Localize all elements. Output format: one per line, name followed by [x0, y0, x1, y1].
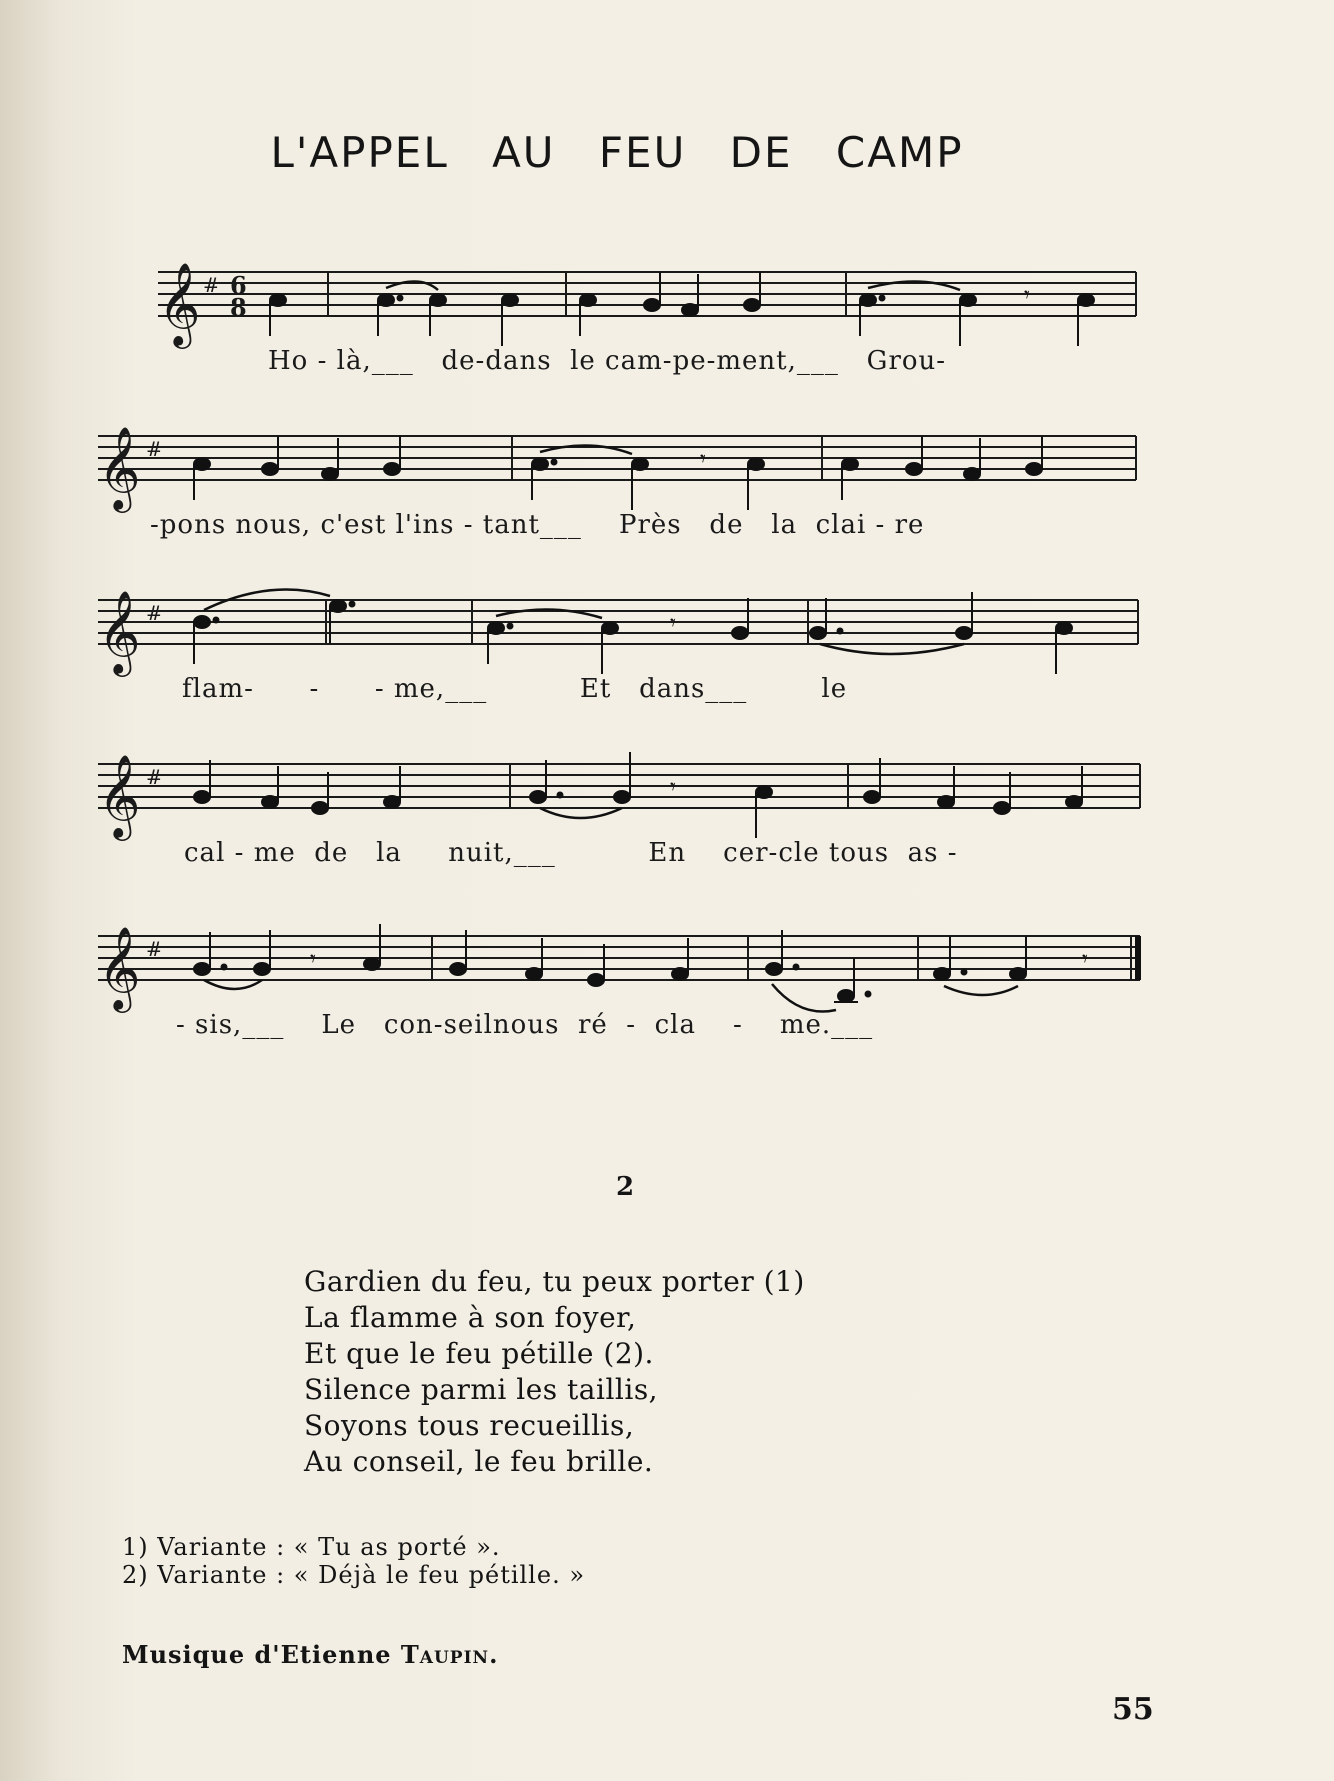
- music-system-1: [0, 250, 1334, 390]
- svg-text:#: #: [146, 937, 163, 961]
- lyric-line-2: -pons nous, c'est l'ins - tant___ Près de la clai - re: [150, 510, 925, 540]
- verse-line: La flamme à son foyer,: [304, 1301, 637, 1334]
- page-number: 55: [1112, 1692, 1154, 1727]
- svg-text:𝄾: 𝄾: [670, 611, 676, 636]
- svg-text:𝄾: 𝄾: [1082, 947, 1088, 972]
- music-credit: [122, 1640, 498, 1669]
- verse-line: Au conseil, le feu brille.: [304, 1445, 654, 1478]
- svg-text:𝄾: 𝄾: [670, 775, 676, 800]
- svg-text:#: #: [146, 765, 163, 789]
- song-title: L'APPEL AU FEU DE CAMP: [270, 128, 964, 177]
- svg-text:𝄾: 𝄾: [1024, 283, 1030, 308]
- music-system-5: [0, 914, 1334, 1054]
- svg-text:#: #: [146, 437, 163, 461]
- lyric-line-1: Ho - là,___ de-dans le cam-pe-ment,___ Grou-: [268, 346, 947, 376]
- svg-text:8: 8: [230, 293, 247, 322]
- svg-text:𝄞: 𝄞: [98, 925, 141, 1009]
- verse-line: Soyons tous recueillis,: [304, 1409, 635, 1442]
- svg-text:#: #: [203, 273, 220, 297]
- footnotes: [122, 1533, 585, 1589]
- music-system-4: [0, 742, 1334, 882]
- composer-name: Taupin.: [400, 1640, 499, 1669]
- svg-text:6: 6: [230, 271, 247, 300]
- lyric-line-5: - sis,___ Le con-seilnous ré - cla - me.___: [176, 1010, 874, 1040]
- lyric-line-4: cal - me de la nuit,___ En cer-cle tous as -: [184, 838, 958, 868]
- svg-text:𝄾: 𝄾: [700, 447, 706, 472]
- credit-prefix: Musique d'Etienne: [122, 1640, 401, 1669]
- verse-number: 2: [615, 1172, 635, 1202]
- music-system-3: [0, 578, 1334, 718]
- verse-line: Et que le feu pétille (2).: [304, 1337, 654, 1370]
- svg-text:𝄾: 𝄾: [310, 947, 316, 972]
- lyric-line-3: flam- - - me,___ Et dans___ le: [182, 674, 848, 704]
- footnote: 1) Variante : « Tu as porté ».: [122, 1533, 501, 1561]
- verse-line: Silence parmi les taillis,: [304, 1373, 659, 1406]
- svg-text:𝄞: 𝄞: [98, 753, 141, 837]
- svg-text:𝄞: 𝄞: [158, 261, 201, 345]
- verse-line: Gardien du feu, tu peux porter (1): [304, 1265, 805, 1298]
- verse-2: [304, 1264, 805, 1480]
- footnote: 2) Variante : « Déjà le feu pétille. »: [122, 1561, 586, 1589]
- svg-text:#: #: [146, 601, 163, 625]
- music-system-2: [0, 414, 1334, 554]
- svg-text:𝄞: 𝄞: [98, 589, 141, 673]
- svg-text:𝄞: 𝄞: [98, 425, 141, 509]
